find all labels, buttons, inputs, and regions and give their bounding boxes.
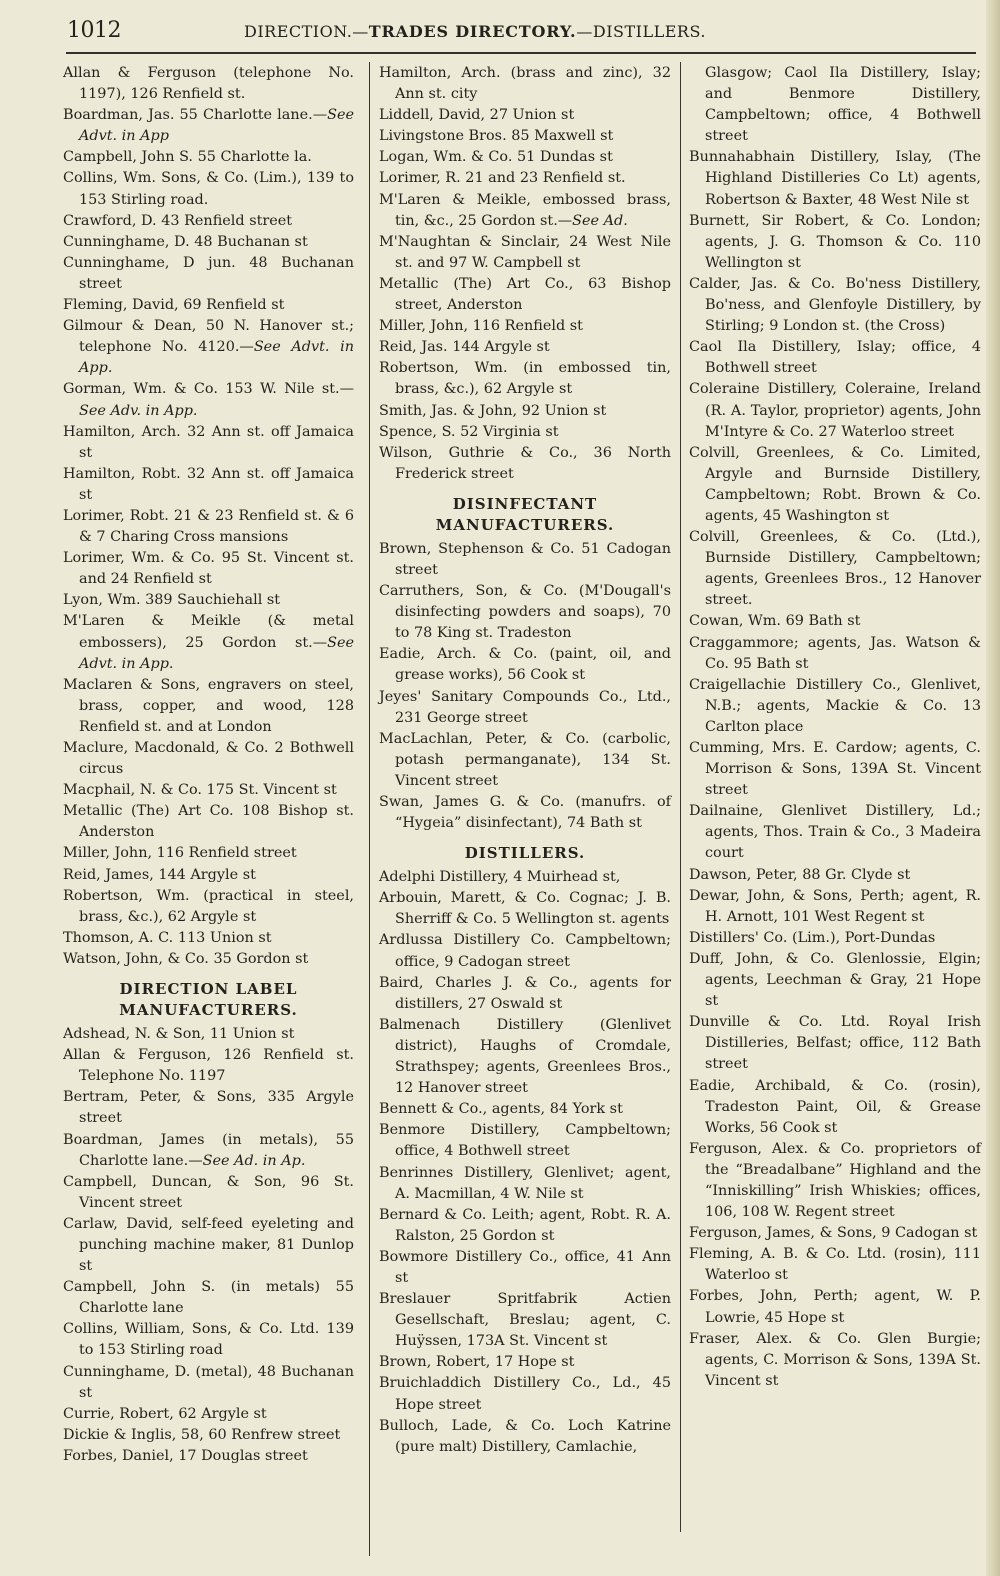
directory-entry <box>379 539 671 581</box>
entry-text: Crawford, D. 43 Renfield street <box>63 212 293 229</box>
directory-entry <box>379 358 671 400</box>
directory-entry <box>689 1244 981 1286</box>
running-head-right: —DISTILLERS. <box>576 22 706 41</box>
entry-text: Dickie & Inglis, 58, 60 Renfrew street <box>63 1426 341 1443</box>
entry-text: Baird, Charles J. & Co., agents for distillers, 27 Oswald st <box>379 974 671 1012</box>
entry-text: Campbell, Duncan, & Son, 96 St. Vincent street <box>63 1173 354 1211</box>
directory-entry <box>379 63 671 105</box>
section-heading: DIRECTION LABEL MANUFACTURERS. <box>119 980 298 1020</box>
directory-entry <box>379 888 671 930</box>
directory-entry <box>63 949 354 970</box>
entry-text: Metallic (The) Art Co. 108 Bishop st. Anderston <box>63 803 354 841</box>
directory-entry <box>63 1024 354 1045</box>
directory-entry <box>379 274 671 316</box>
entry-text: Cowan, Wm. 69 Bath st <box>689 613 861 630</box>
entry-text: Boardman, James (in metals), 55 Charlotte lane.— <box>63 1131 354 1169</box>
directory-entry-continued <box>689 63 981 147</box>
entry-text: Adelphi Distillery, 4 Muirhead st, <box>379 869 621 886</box>
entry-advert-note: See Ad. in Ap. <box>202 1152 306 1169</box>
directory-entry <box>63 105 354 147</box>
entry-text: Colvill, Greenlees, & Co. (Ltd.), Burnside Distillery, Campbeltown; agents, Greenlees Bros., 12 Hanover street. <box>689 529 981 609</box>
entry-advert-note: See Ad. <box>572 212 628 229</box>
entry-text: Cunninghame, D. 48 Buchanan st <box>63 233 308 250</box>
entry-text: Ferguson, James, & Sons, 9 Cadogan st <box>689 1225 978 1242</box>
entry-text: Campbell, John S. (in metals) 55 Charlotte lane <box>63 1279 354 1317</box>
entry-text: Lorimer, Robt. 21 & 23 Renfield st. & 6 & 7 Charing Cross mansions <box>63 507 354 546</box>
entry-text: Caol Ila Distillery, Islay; office, 4 Bothwell street <box>689 339 981 377</box>
running-head-center: TRADES DIRECTORY. <box>368 22 577 41</box>
entry-text: Arbouin, Marett, & Co. Cognac; J. B. Sherriff & Co. 5 Wellington st. agents <box>379 890 671 928</box>
entry-text: Cumming, Mrs. E. Cardow; agents, C. Morrison & Sons, 139A St. Vincent street <box>689 740 981 799</box>
directory-entry <box>379 190 671 232</box>
directory-entry <box>379 1352 671 1373</box>
directory-entry <box>63 928 354 949</box>
directory-entry <box>63 211 354 232</box>
entry-text: M'Laren & Meikle, embossed brass, tin, &c., 25 Gordon st.— <box>379 191 671 229</box>
entry-text: Fleming, David, 69 Renfield st <box>63 297 285 314</box>
header-rule <box>66 52 976 54</box>
directory-entry <box>379 644 671 686</box>
entry-text: Dunville & Co. Ltd. Royal Irish Distilleries, Belfast; office, 112 Bath street <box>689 1014 981 1073</box>
entry-advert-note: See Adv. in App. <box>79 402 198 419</box>
directory-entry <box>63 422 354 464</box>
entry-text: Collins, Wm. Sons, & Co. (Lim.), 139 to 153 Stirling road. <box>63 170 354 208</box>
directory-entry <box>379 973 671 1015</box>
entry-text: Reid, James, 144 Argyle st <box>63 866 256 883</box>
directory-entry <box>379 232 671 274</box>
entry-text: Maclaren & Sons, engravers on steel, brass, copper, and wood, 128 Renfield st. and at London <box>63 676 354 735</box>
directory-entry <box>379 792 671 834</box>
directory-entry <box>379 1416 671 1458</box>
entry-text: Thomson, A. C. 113 Union st <box>63 929 272 946</box>
entry-text: Bowmore Distillery Co., office, 41 Ann st <box>379 1248 671 1286</box>
directory-entry <box>63 1045 354 1087</box>
section-heading: DISTILLERS. <box>464 844 586 863</box>
entry-text: Breslauer Spritfabrik Actien Gesellschaft, Breslau; agent, C. Huÿssen, 173A St. Vincent st <box>379 1291 671 1350</box>
directory-entry <box>379 867 671 888</box>
directory-entry <box>379 168 671 189</box>
page-header <box>64 18 954 48</box>
page-edge <box>986 0 1000 1576</box>
column-divider <box>680 62 681 1532</box>
directory-entry <box>63 253 354 295</box>
entry-text: MacLachlan, Peter, & Co. (carbolic, potash permanganate), 134 St. Vincent street <box>379 730 671 789</box>
directory-entry <box>689 675 981 738</box>
directory-entry <box>379 422 671 443</box>
entry-text: Watson, John, & Co. 35 Gordon st <box>63 950 309 967</box>
entry-text: Duff, John, & Co. Glenlossie, Elgin; agents, Leechman & Gray, 21 Hope st <box>689 950 981 1010</box>
directory-entry <box>689 379 981 442</box>
page-number: 1012 <box>67 18 121 43</box>
entry-text: Wilson, Guthrie & Co., 36 North Frederick street <box>379 444 671 482</box>
directory-entry <box>689 1223 981 1244</box>
directory-entry <box>63 886 354 928</box>
entry-text: Gorman, Wm. & Co. 153 W. Nile st.— <box>63 381 354 398</box>
entry-text: Cunninghame, D. (metal), 48 Buchanan st <box>63 1363 354 1401</box>
entry-text: Distillers' Co. (Lim.), Port-Dundas <box>689 929 936 946</box>
entry-text: Colvill, Greenlees, & Co. Limited, Argyle and Burnside Distillery, Campbeltown; Robt. Brown & Co. agents, 45 Washington st <box>689 444 981 524</box>
entry-text: Eadie, Arch. & Co. (paint, oil, and grease works), 56 Cook st <box>379 646 671 684</box>
directory-entry <box>63 379 354 421</box>
directory-entry <box>379 337 671 358</box>
directory-entry <box>379 1015 671 1099</box>
directory-entry <box>379 401 671 422</box>
entry-text: Spence, S. 52 Virginia st <box>379 423 559 440</box>
directory-entry <box>379 1099 671 1120</box>
directory-entry <box>689 865 981 886</box>
directory-entry <box>689 1076 981 1139</box>
entry-text: Robertson, Wm. (practical in steel, brass, &c.), 62 Argyle st <box>63 887 354 925</box>
entry-text: M'Laren & Meikle (& metal embossers), 25 Gordon st.— <box>63 613 354 651</box>
entry-advert-note: —See Advt. in App <box>79 107 354 145</box>
directory-entry <box>379 1205 671 1247</box>
entry-text: Allan & Ferguson, 126 Renfield st. Telephone No. 1197 <box>63 1047 354 1085</box>
entry-text: Ardlussa Distillery Co. Campbeltown; office, 9 Cadogan street <box>379 932 671 970</box>
directory-entry <box>689 1329 981 1392</box>
entry-text: Glasgow; Caol Ila Distillery, Islay; and Benmore Distillery, Campbeltown; office, 4 Bothwell street <box>705 65 981 145</box>
directory-entry <box>379 1289 671 1352</box>
entry-text: Swan, James G. & Co. (manufrs. of “Hygeia” disinfectant), 74 Bath st <box>379 794 671 832</box>
entry-text: Bulloch, Lade, & Co. Loch Katrine (pure malt) Distillery, Camlachie, <box>379 1417 671 1455</box>
entry-text: Lorimer, Wm. & Co. 95 St. Vincent st. and 24 Renfield st <box>63 550 354 588</box>
directory-entry <box>689 611 981 632</box>
directory-entry <box>689 949 981 1012</box>
directory-entry <box>63 590 354 611</box>
directory-entry <box>379 1120 671 1162</box>
entry-text: Liddell, David, 27 Union st <box>379 107 575 124</box>
entry-text: Carruthers, Son, & Co. (M'Dougall's disinfecting powders and soaps), 70 to 78 King st. Tradeston <box>379 583 671 642</box>
directory-entry <box>689 527 981 611</box>
directory-entry <box>689 274 981 337</box>
entry-text: Collins, William, Sons, & Co. Ltd. 139 to 153 Stirling road <box>63 1321 354 1359</box>
directory-entry <box>379 1163 671 1205</box>
directory-entry <box>689 211 981 274</box>
directory-entry <box>379 687 671 729</box>
directory-entry <box>63 147 354 168</box>
directory-entry <box>63 464 354 506</box>
column-divider <box>369 62 370 1556</box>
entry-text: Jeyes' Sanitary Compounds Co., Ltd., 231 George street <box>379 688 671 726</box>
directory-entry <box>379 729 671 792</box>
entry-text: Fleming, A. B. & Co. Ltd. (rosin), 111 Waterloo st <box>689 1246 981 1284</box>
entry-text: Forbes, John, Perth; agent, W. P. Lowrie, 45 Hope st <box>689 1288 981 1326</box>
directory-entry <box>689 1286 981 1328</box>
directory-entry <box>63 1214 354 1277</box>
directory-entry <box>689 1139 981 1223</box>
directory-entry <box>63 738 354 780</box>
entry-text: Craggammore; agents, Jas. Watson & Co. 95 Bath st <box>689 634 981 672</box>
entry-text: Allan & Ferguson (telephone No. 1197), 126 Renfield st. <box>63 65 354 103</box>
directory-entry <box>379 930 671 972</box>
entry-text: Metallic (The) Art Co., 63 Bishop street, Anderston <box>379 275 671 314</box>
entry-text: Benrinnes Distillery, Glenlivet; agent, A. Macmillan, 4 W. Nile st <box>379 1164 671 1202</box>
entry-text: Lyon, Wm. 389 Sauchiehall st <box>63 592 281 609</box>
directory-entry <box>63 232 354 253</box>
entry-text: Dailnaine, Glenlivet Distillery, Ld.; agents, Thos. Train & Co., 3 Madeira court <box>689 803 981 862</box>
directory-entry <box>689 443 981 527</box>
directory-entry <box>63 1446 354 1467</box>
directory-entry <box>63 1277 354 1319</box>
entry-advert-note: See Advt. in App. <box>79 634 354 672</box>
entry-text: Fraser, Alex. & Co. Glen Burgie; agents, C. Morrison & Sons, 139A St. Vincent st <box>689 1330 981 1389</box>
directory-entry <box>689 928 981 949</box>
entry-text: Adshead, N. & Son, 11 Union st <box>63 1026 295 1043</box>
entry-text: Campbell, John S. 55 Charlotte la. <box>63 149 312 166</box>
entry-text: Craigellachie Distillery Co., Glenlivet, N.B.; agents, Mackie & Co. 13 Carlton place <box>689 676 981 735</box>
entry-text: Logan, Wm. & Co. 51 Dundas st <box>379 149 613 166</box>
directory-entry <box>63 1130 354 1172</box>
entry-text: Boardman, Jas. 55 Charlotte lane. <box>63 107 313 124</box>
entry-text: Bertram, Peter, & Sons, 335 Argyle street <box>63 1089 354 1127</box>
entry-text: Burnett, Sir Robert, & Co. London; agents, J. G. Thomson & Co. 110 Wellington st <box>689 212 981 271</box>
entry-text: Brown, Robert, 17 Hope st <box>379 1354 575 1371</box>
directory-entry <box>379 443 671 485</box>
directory-entry <box>63 63 354 105</box>
entry-text: Hamilton, Arch. (brass and zinc), 32 Ann st. city <box>379 65 671 103</box>
entry-text: Miller, John, 116 Renfield street <box>63 845 297 862</box>
entry-text: Dawson, Peter, 88 Gr. Clyde st <box>689 866 911 883</box>
column-3 <box>689 63 981 1392</box>
entry-text: Bernard & Co. Leith; agent, Robt. R. A. Ralston, 25 Gordon st <box>379 1206 671 1244</box>
directory-entry <box>379 105 671 126</box>
directory-entry <box>63 1319 354 1361</box>
directory-entry <box>63 1425 354 1446</box>
directory-entry <box>63 1172 354 1214</box>
directory-entry <box>379 1373 671 1415</box>
directory-entry <box>63 780 354 801</box>
entry-text: Coleraine Distillery, Coleraine, Ireland (R. A. Taylor, proprietor) agents, John M'Intyre & Co. 27 Waterloo street <box>689 381 981 440</box>
entry-text: Carlaw, David, self-feed eyeleting and punching machine maker, 81 Dunlop st <box>63 1215 354 1275</box>
entry-text: Hamilton, Arch. 32 Ann st. off Jamaica st <box>63 423 354 461</box>
directory-entry <box>63 843 354 864</box>
directory-entry <box>63 865 354 886</box>
directory-entry <box>63 1362 354 1404</box>
entry-advert-note: See Advt. in App. <box>79 339 354 377</box>
entry-text: Currie, Robert, 62 Argyle st <box>63 1405 267 1422</box>
entry-text: Bennett & Co., agents, 84 York st <box>379 1101 623 1118</box>
entry-text: Forbes, Daniel, 17 Douglas street <box>63 1447 308 1464</box>
directory-entry <box>689 337 981 379</box>
entry-text: Cunninghame, D jun. 48 Buchanan street <box>63 254 354 292</box>
directory-entry <box>379 581 671 644</box>
entry-text: Balmenach Distillery (Glenlivet district), Haughs of Cromdale, Strathspey; agents, Greenlees Bros., 12 Hanover street <box>379 1016 671 1097</box>
entry-text: Robertson, Wm. (in embossed tin, brass, &c.), 62 Argyle st <box>379 360 671 398</box>
column-1 <box>63 63 354 1467</box>
running-head-left: DIRECTION.— <box>244 22 369 41</box>
entry-text: M'Naughtan & Sinclair, 24 West Nile st. and 97 W. Campbell st <box>379 233 671 271</box>
directory-entry <box>379 316 671 337</box>
entry-text: Brown, Stephenson & Co. 51 Cadogan street <box>379 540 671 578</box>
directory-entry <box>63 801 354 843</box>
directory-entry <box>63 295 354 316</box>
directory-entry <box>63 1404 354 1425</box>
entry-text: Bunnahabhain Distillery, Islay, (The Highland Distilleries Co Lt) agents, Robertson & Baxter, 48 West Nile st <box>689 149 981 208</box>
directory-entry <box>689 801 981 864</box>
directory-entry <box>689 886 981 928</box>
directory-entry <box>689 738 981 801</box>
entry-text: Reid, Jas. 144 Argyle st <box>379 339 550 356</box>
directory-entry <box>379 1247 671 1289</box>
entry-text: Macphail, N. & Co. 175 St. Vincent st <box>63 782 337 799</box>
entry-text: Bruichladdich Distillery Co., Ld., 45 Hope street <box>379 1375 671 1413</box>
entry-text: Dewar, John, & Sons, Perth; agent, R. H. Arnott, 101 West Regent st <box>689 887 981 925</box>
directory-entry <box>63 548 354 590</box>
entry-text: Miller, John, 116 Renfield st <box>379 318 583 335</box>
directory-entry <box>63 675 354 738</box>
directory-entry <box>689 147 981 210</box>
entry-text: Livingstone Bros. 85 Maxwell st <box>379 128 614 145</box>
running-head <box>244 22 706 41</box>
entry-text: Eadie, Archibald, & Co. (rosin), Tradeston Paint, Oil, & Grease Works, 56 Cook st <box>689 1077 981 1136</box>
directory-entry <box>63 168 354 210</box>
column-2 <box>379 63 671 1458</box>
section-heading: DISINFECTANT MANUFACTURERS. <box>435 494 615 534</box>
directory-entry <box>379 126 671 147</box>
directory-entry <box>63 506 354 548</box>
entry-text: Benmore Distillery, Campbeltown; office, 4 Bothwell street <box>379 1122 671 1160</box>
entry-text: Ferguson, Alex. & Co. proprietors of the “Breadalbane” Highland and the “Inniskilling” Irish Whiskies; offices, 106, 108 W. Regent street <box>689 1140 981 1221</box>
entry-text: Lorimer, R. 21 and 23 Renfield st. <box>379 170 626 187</box>
directory-entry <box>63 316 354 379</box>
entry-text: Maclure, Macdonald, & Co. 2 Bothwell circus <box>63 740 354 778</box>
directory-entry <box>689 633 981 675</box>
entry-text: Gilmour & Dean, 50 N. Hanover st.; telephone No. 4120.— <box>63 318 354 356</box>
directory-entry <box>63 611 354 674</box>
directory-entry <box>689 1012 981 1075</box>
entry-text: Calder, Jas. & Co. Bo'ness Distillery, Bo'ness, and Glenfoyle Distillery, by Stirling; 9 London st. (the Cross) <box>689 275 981 335</box>
entry-text: Hamilton, Robt. 32 Ann st. off Jamaica st <box>63 465 354 503</box>
directory-entry <box>63 1087 354 1129</box>
directory-entry <box>379 147 671 168</box>
entry-text: Smith, Jas. & John, 92 Union st <box>379 402 607 419</box>
